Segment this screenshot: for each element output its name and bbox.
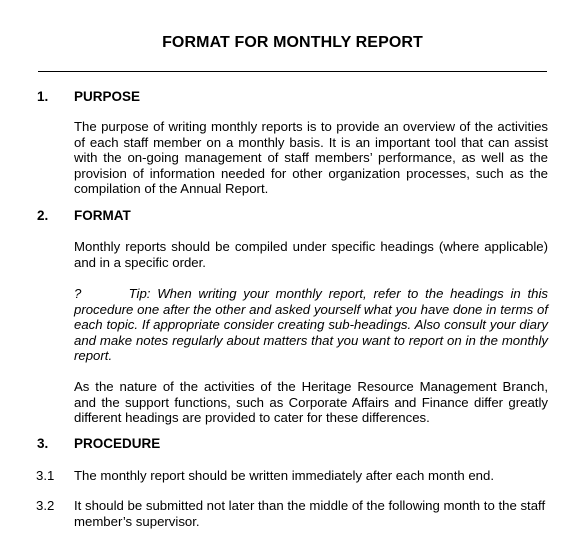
section-number-procedure: 3. xyxy=(37,436,49,451)
document-title: FORMAT FOR MONTHLY REPORT xyxy=(162,34,423,51)
purpose-paragraph: The purpose of writing monthly reports is to provide an overview of the activities of each staff member on a monthly basis. It is an important tool that can assist with the on-going management of staff members’ performance, as well as the provision of information needed for other organization processes, such as the compilation of the Annual Report. xyxy=(74,119,548,196)
format-paragraph-1: Monthly reports should be compiled under specific headings (where applicable) and in a specific order. xyxy=(74,239,548,270)
procedure-item-number: 3.1 xyxy=(36,468,55,483)
section-number-purpose: 1. xyxy=(37,89,49,104)
section-heading-format: FORMAT xyxy=(74,208,131,223)
section-heading-purpose: PURPOSE xyxy=(74,89,141,104)
procedure-item-number: 3.2 xyxy=(36,498,55,513)
format-tip: ? Tip: When writing your monthly report, refer to the headings in this procedure one after the other and asked yourself what you have done in terms of each topic. If appropriate consider creating sub-headings. Also consult your diary and make notes regularly about matters that you want to report on in the monthly report. xyxy=(74,286,548,363)
title-divider xyxy=(38,71,547,72)
procedure-item-text: The monthly report should be written immediately after each month end. xyxy=(74,468,495,483)
section-number-format: 2. xyxy=(37,208,49,223)
procedure-item-text: It should be submitted not later than the middle of the following month to the staff member’s supervisor. xyxy=(74,498,546,529)
section-heading-procedure: PROCEDURE xyxy=(74,436,161,451)
format-paragraph-2: As the nature of the activities of the Heritage Resource Management Branch, and the support functions, such as Corporate Affairs and Finance differ greatly different headings are provided to cater for these differences. xyxy=(74,379,548,425)
